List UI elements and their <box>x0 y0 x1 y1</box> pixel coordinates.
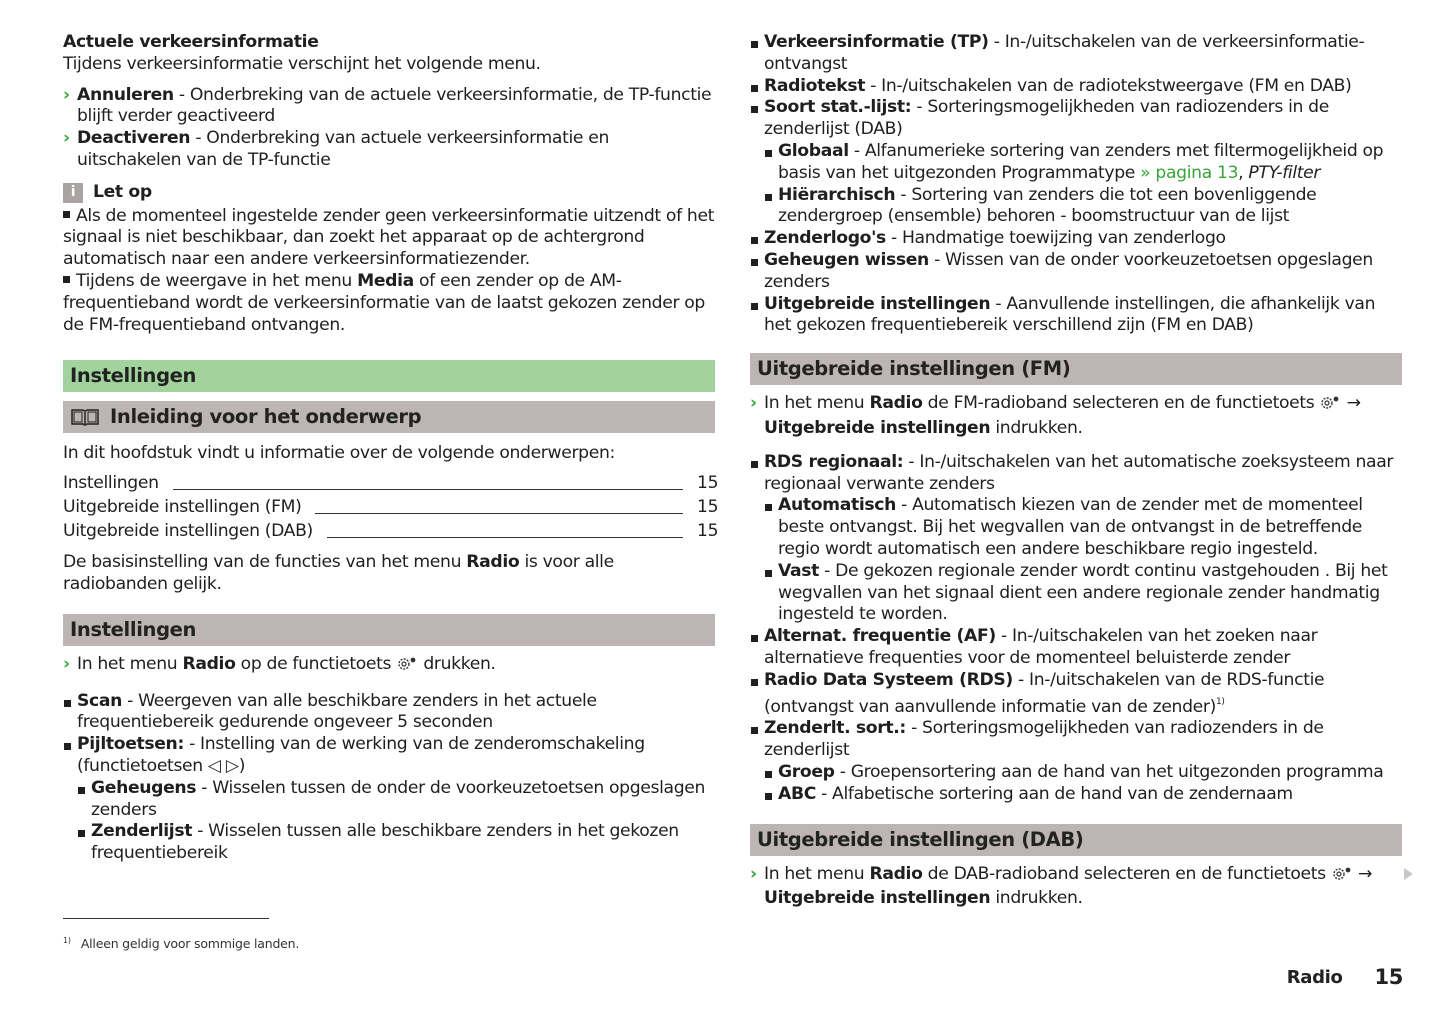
list-item-globaal: Globaal - Alfanumerieke sortering van zenders met filtermogelijkheid op basis van het uitgezonden Programmatype » pagina 13, PTY-filter <box>764 141 1402 185</box>
toc-leader <box>327 537 683 538</box>
note-paragraph-1: Als de momenteel ingestelde zender geen verkeersinformatie uitzendt of het signaal is niet beschikbaar, dan zoekt het apparaat op de achtergrond automatisch naar een andere verkeersinformatiezender. <box>63 205 715 270</box>
step-annuleren: › Annuleren - Onderbreking van de actuele verkeersinformatie, de TP-functie blijft verder geactiveerd <box>63 84 712 127</box>
list-item-pijltoetsen: Pijltoetsen: - Instelling van de werking van de zenderomschakeling (functietoetsen ◁ ▷) <box>63 734 715 778</box>
introduction-text: In dit hoofdstuk vindt u informatie over de volgende onderwerpen: <box>63 443 615 464</box>
bullet-square-icon <box>751 106 758 113</box>
bullet-square-icon <box>765 504 772 511</box>
bullet-square-icon <box>63 276 70 283</box>
right-column <box>750 32 1402 910</box>
bullet-square-icon <box>765 793 772 800</box>
bullet-square-icon <box>78 830 85 837</box>
bullet-square-icon <box>751 461 758 468</box>
bullet-square-icon <box>751 237 758 244</box>
chevron-right-icon: › <box>63 128 70 149</box>
list-item-geheugens: Geheugens - Wisselen tussen de onder de voorkeuzetoetsen opgeslagen zenders <box>77 778 715 822</box>
toc-leader <box>173 489 683 490</box>
list-item-abc: ABC - Alfabetische sortering aan de hand van de zendernaam <box>764 784 1402 806</box>
page-reference-link[interactable]: » pagina 13 <box>1140 162 1239 183</box>
toc-entry[interactable]: Uitgebreide instellingen (FM) 15 <box>63 497 719 518</box>
bullet-square-icon <box>64 700 71 707</box>
step-open-dab-settings: › In het menu Radio de DAB-radioband selecteren en de functietoets → Uitgebreide instellingen indrukken. <box>750 863 1373 909</box>
bullet-square-icon <box>765 150 772 157</box>
table-of-contents <box>63 471 719 543</box>
list-item-rds: Radio Data Systeem (RDS) - In-/uitschakelen van de RDS-functie (ontvangst van aanvullende informatie van de zender)$^{1)}$ <box>750 670 1402 719</box>
chapter-heading-instellingen: Instellingen <box>63 360 715 392</box>
footnote: $^{1)}$ Alleen geldig voor sommige landen. <box>63 936 300 951</box>
bullet-square-icon <box>765 194 772 201</box>
section-heading-fm: Uitgebreide instellingen (FM) <box>750 353 1402 385</box>
settings-gear-icon <box>396 656 418 679</box>
list-item-verkeersinformatie: Verkeersinformatie (TP) - In-/uitschakelen van de verkeersinformatie-ontvangst <box>750 32 1402 76</box>
list-item-zenderlogos: Zenderlogo's - Handmatige toewijzing van zenderlogo <box>750 228 1402 250</box>
page-number: 15 <box>1374 965 1403 989</box>
bullet-square-icon <box>751 727 758 734</box>
list-item-uitgebreide-instellingen: Uitgebreide instellingen - Aanvullende instellingen, die afhankelijk van het gekozen frequentiebereik verschillend zijn (FM en DAB) <box>750 294 1402 338</box>
bullet-square-icon <box>63 211 70 218</box>
bullet-square-icon <box>78 787 85 794</box>
list-item-geheugen-wissen: Geheugen wissen - Wissen van de onder voorkeuzetoetsen opgeslagen zenders <box>750 250 1402 294</box>
footnote-reference[interactable]: 1) <box>1215 696 1225 707</box>
list-item-hierarchisch: Hiërarchisch - Sortering van zenders die tot een bovenliggende zendergroep (ensemble) behoren - boomstructuur van de lijst <box>764 185 1402 229</box>
note-title: Let op <box>93 181 152 202</box>
bullet-square-icon <box>64 743 71 750</box>
traffic-info-title: Actuele verkeersinformatie <box>63 32 319 52</box>
bullet-square-icon <box>765 570 772 577</box>
list-item-zenderlt-sort: Zenderlt. sort.: - Sorteringsmogelijkheden van radiozenders in de zenderlijst <box>750 718 1402 762</box>
step-deactiveren: › Deactiveren - Onderbreking van actuele verkeersinformatie en uitschakelen van de TP-functie <box>63 128 610 170</box>
bullet-square-icon <box>751 259 758 266</box>
footnote-divider <box>63 918 269 919</box>
list-item-automatisch: Automatisch - Automatisch kiezen van de zender met de momenteel beste ontvangst. Bij het wegvallen van de ontvangst in de betreffende regio wordt automatisch een andere beschikbare regio ingesteld. <box>764 495 1402 560</box>
bullet-square-icon <box>751 679 758 686</box>
traffic-info-intro: Tijdens verkeersinformatie verschijnt het volgende menu. <box>63 53 541 74</box>
toc-entry[interactable]: Uitgebreide instellingen (DAB) 15 <box>63 521 719 542</box>
list-item-rds-regionaal: RDS regionaal: - In-/uitschakelen van het automatische zoeksysteem naar regionaal verwante zenders <box>750 452 1402 496</box>
chevron-right-icon: › <box>750 393 757 414</box>
list-item-radiotekst: Radiotekst - In-/uitschakelen van de radiotekstweergave (FM en DAB) <box>750 76 1402 98</box>
bullet-square-icon <box>751 41 758 48</box>
settings-gear-icon <box>1319 395 1341 418</box>
step-open-fm-settings: › In het menu Radio de FM-radioband selecteren en de functietoets → Uitgebreide instellingen indrukken. <box>750 393 1361 438</box>
basis-setting-text: De basisinstelling van de functies van het menu Radio is voor alle radiobanden gelijk. <box>63 552 614 594</box>
section-heading-introduction: Inleiding voor het onderwerp <box>63 401 715 433</box>
list-item-soort-stat-lijst: Soort stat.-lijst: - Sorteringsmogelijkheden van radiozenders in de zenderlijst (DAB) <box>750 97 1402 141</box>
footer-section-title: Radio <box>1286 967 1343 988</box>
continue-arrow-icon <box>1404 868 1413 880</box>
list-item-zenderlijst: Zenderlijst - Wisselen tussen alle beschikbare zenders in het gekozen frequentiebereik <box>77 821 715 865</box>
toc-leader <box>315 513 683 514</box>
list-item-vast: Vast - De gekozen regionale zender wordt continu vastgehouden . Bij het wegvallen van het signaal dient een andere regionale zender handmatig ingesteld te worden. <box>764 561 1402 626</box>
section-heading-dab: Uitgebreide instellingen (DAB) <box>750 824 1402 856</box>
bullet-square-icon <box>751 303 758 310</box>
info-icon: i <box>63 183 83 203</box>
step-open-settings: › In het menu Radio op de functietoets drukken. <box>63 654 715 679</box>
page-footer <box>1287 967 1403 989</box>
bullet-square-icon <box>765 771 772 778</box>
settings-gear-icon <box>1331 866 1353 889</box>
chevron-right-icon: › <box>750 863 757 884</box>
list-item-groep: Groep - Groepensortering aan de hand van het uitgezonden programma <box>764 762 1402 784</box>
bullet-square-icon <box>751 85 758 92</box>
note-paragraph-2: Tijdens de weergave in het menu Media of een zender op de AM-frequentieband wordt de verkeersinformatie van de laatst gekozen zender op de FM-frequentieband ontvangen. <box>63 270 705 335</box>
list-item-alternat-frequentie: Alternat. frequentie (AF) - In-/uitschakelen van het zoeken naar alternatieve frequenties voor de momenteel beluisterde zender <box>750 626 1402 670</box>
list-item-scan: Scan - Weergeven van alle beschikbare zenders in het actuele frequentiebereik gedurende ongeveer 5 seconden <box>63 691 715 735</box>
left-column <box>63 32 719 865</box>
section-heading-instellingen: Instellingen <box>63 614 715 646</box>
chevron-right-icon: › <box>63 653 70 674</box>
toc-entry[interactable]: Instellingen 15 <box>63 473 719 494</box>
chevron-right-icon: › <box>63 84 70 105</box>
book-icon <box>70 407 100 427</box>
bullet-square-icon <box>751 635 758 642</box>
note-header <box>63 182 715 204</box>
